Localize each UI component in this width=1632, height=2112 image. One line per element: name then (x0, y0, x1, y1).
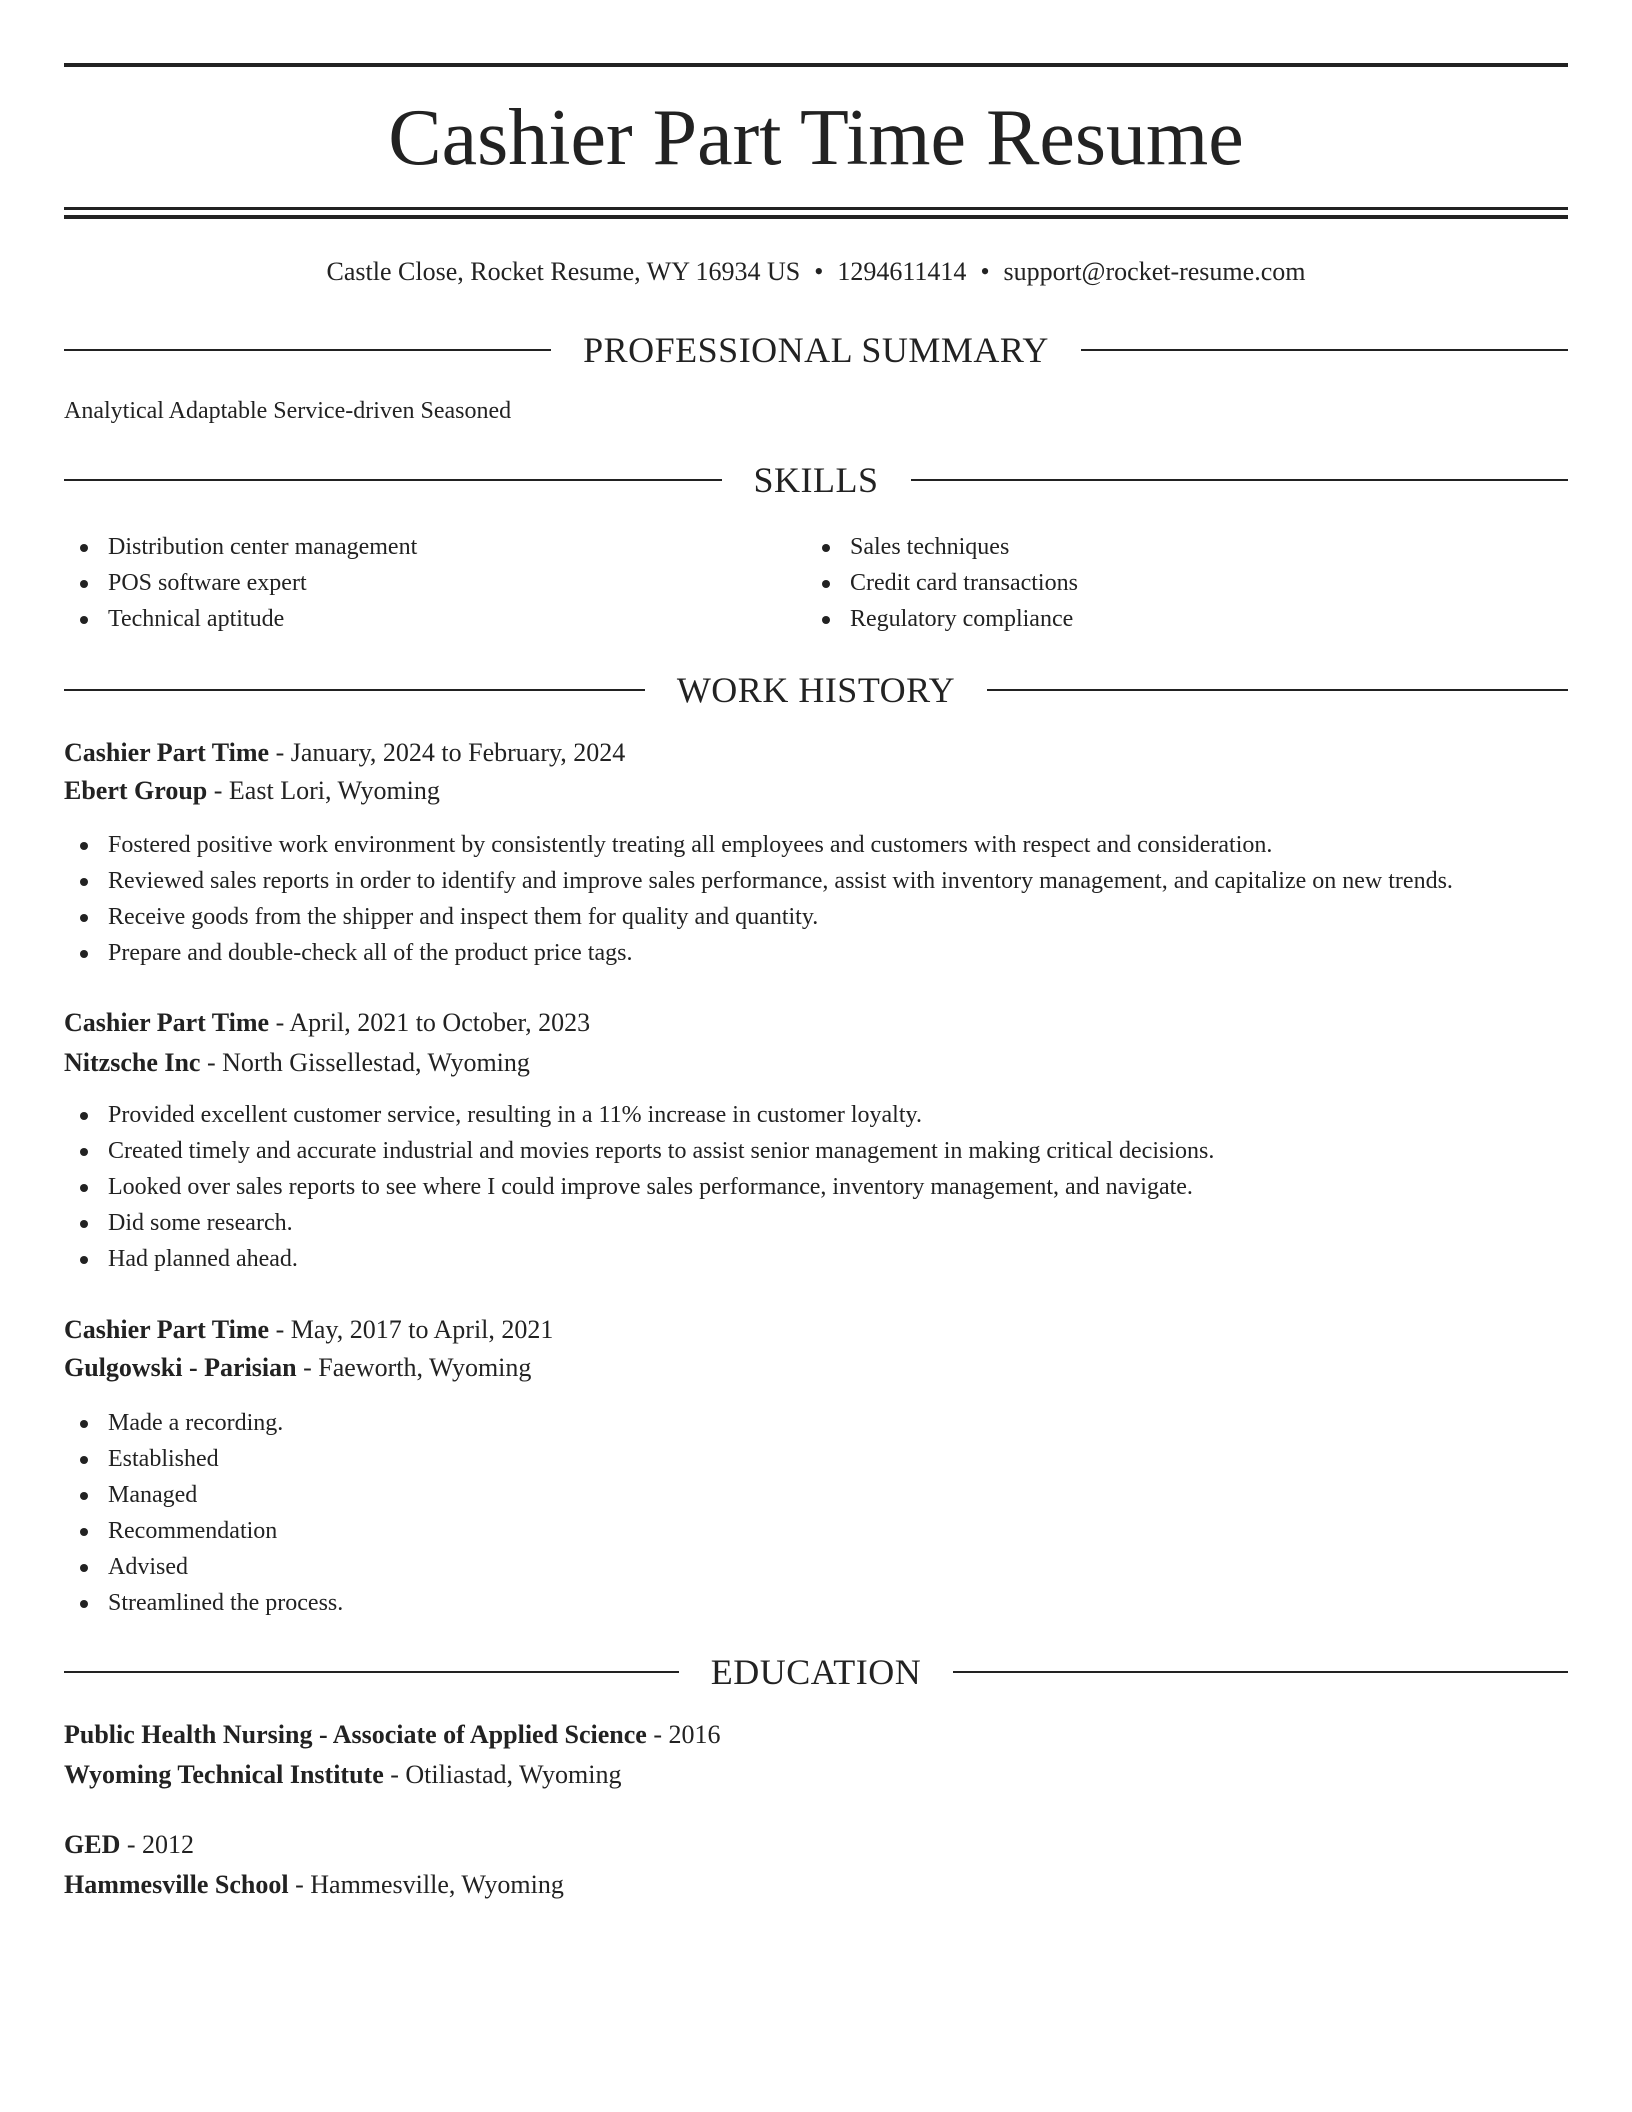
job-duty: Created timely and accurate industrial and movies reports to assist senior management in making critical decisions. (64, 1133, 1214, 1169)
heading-rule (64, 479, 722, 481)
job-duty: Advised (64, 1549, 343, 1585)
job-duty: Did some research. (64, 1205, 1214, 1241)
top-rule (64, 63, 1568, 67)
education-degree-line (64, 1716, 721, 1754)
section-heading-work-history (64, 668, 1568, 712)
education-year: - 2012 (120, 1830, 195, 1859)
job-title-line (64, 1311, 553, 1349)
job-duty: Made a recording. (64, 1405, 343, 1441)
job-location: - East Lori, Wyoming (207, 776, 440, 805)
education-school-line (64, 1866, 564, 1904)
heading-rule (953, 1671, 1568, 1673)
summary-text: Analytical Adaptable Service-driven Seasoned (64, 398, 512, 424)
skill-item: Technical aptitude (64, 601, 417, 637)
job-duty: Recommendation (64, 1513, 343, 1549)
job-location: - North Gissellestad, Wyoming (200, 1048, 530, 1077)
job-dates: - April, 2021 to October, 2023 (269, 1008, 591, 1037)
contact-address: Castle Close, Rocket Resume, WY 16934 US (326, 257, 801, 286)
skill-item: Sales techniques (806, 529, 1078, 565)
contact-separator: • (814, 257, 824, 286)
job-title: Cashier Part Time (64, 1008, 270, 1037)
contact-email: support@rocket-resume.com (1003, 257, 1306, 286)
job-duty: Had planned ahead. (64, 1241, 1214, 1277)
title-rule-upper (64, 207, 1568, 210)
job-duty: Prepare and double-check all of the product price tags. (64, 935, 1453, 971)
heading-rule (987, 689, 1568, 691)
job-title: Cashier Part Time (64, 1315, 270, 1344)
education-degree: GED (64, 1830, 121, 1859)
section-heading-skills (64, 458, 1568, 502)
resume-title: Cashier Part Time Resume (388, 94, 1244, 182)
heading-rule (911, 479, 1569, 481)
job-location: - Faeworth, Wyoming (296, 1353, 532, 1382)
job-title-line (64, 1004, 590, 1042)
education-school-line (64, 1756, 621, 1794)
section-title: EDUCATION (710, 1652, 922, 1692)
job-company-line (64, 1349, 531, 1387)
job-duty: Streamlined the process. (64, 1585, 343, 1621)
heading-rule (64, 349, 551, 351)
education-degree-line (64, 1826, 194, 1864)
job-duty: Looked over sales reports to see where I could improve sales performance, inventory management, and navigate. (64, 1169, 1214, 1205)
contact-phone: 1294611414 (837, 257, 967, 286)
education-location: - Hammesville, Wyoming (288, 1870, 564, 1899)
education-location: - Otiliastad, Wyoming (383, 1760, 622, 1789)
heading-rule (64, 689, 645, 691)
job-duty: Established (64, 1441, 343, 1477)
job-duty: Managed (64, 1477, 343, 1513)
job-duties-list (64, 1405, 343, 1621)
section-title: SKILLS (753, 460, 879, 500)
skill-item: POS software expert (64, 565, 417, 601)
job-title: Cashier Part Time (64, 738, 270, 767)
job-company-line (64, 772, 440, 810)
job-company-line (64, 1044, 530, 1082)
section-heading-education (64, 1650, 1568, 1694)
job-duty: Receive goods from the shipper and inspect them for quality and quantity. (64, 899, 1453, 935)
job-dates: - January, 2024 to February, 2024 (269, 738, 626, 767)
education-school: Wyoming Technical Institute (64, 1760, 384, 1789)
job-duty: Provided excellent customer service, resulting in a 11% increase in customer loyalty. (64, 1097, 1214, 1133)
skill-item: Regulatory compliance (806, 601, 1078, 637)
job-duty: Reviewed sales reports in order to identify and improve sales performance, assist with inventory management, and capitalize on new trends. (64, 863, 1453, 899)
section-title: WORK HISTORY (676, 670, 956, 710)
education-school: Hammesville School (64, 1870, 289, 1899)
skill-item: Credit card transactions (806, 565, 1078, 601)
skills-list-left (64, 529, 417, 637)
section-title: PROFESSIONAL SUMMARY (583, 330, 1049, 370)
job-company: Nitzsche Inc (64, 1048, 201, 1077)
job-title-line (64, 734, 625, 772)
job-duty: Fostered positive work environment by consistently treating all employees and customers with respect and consideration. (64, 827, 1453, 863)
heading-rule (64, 1671, 679, 1673)
skills-list-right (806, 529, 1078, 637)
job-dates: - May, 2017 to April, 2021 (269, 1315, 554, 1344)
contact-separator: • (980, 257, 990, 286)
section-heading-summary (64, 328, 1568, 372)
job-company: Gulgowski - Parisian (64, 1353, 297, 1382)
education-degree: Public Health Nursing - Associate of Applied Science (64, 1720, 647, 1749)
skill-item: Distribution center management (64, 529, 417, 565)
title-rule-lower (64, 215, 1568, 219)
education-year: - 2016 (646, 1720, 721, 1749)
job-duties-list (64, 827, 1453, 971)
job-company: Ebert Group (64, 776, 208, 805)
job-duties-list (64, 1097, 1214, 1277)
contact-line (64, 254, 1568, 290)
heading-rule (1081, 349, 1568, 351)
